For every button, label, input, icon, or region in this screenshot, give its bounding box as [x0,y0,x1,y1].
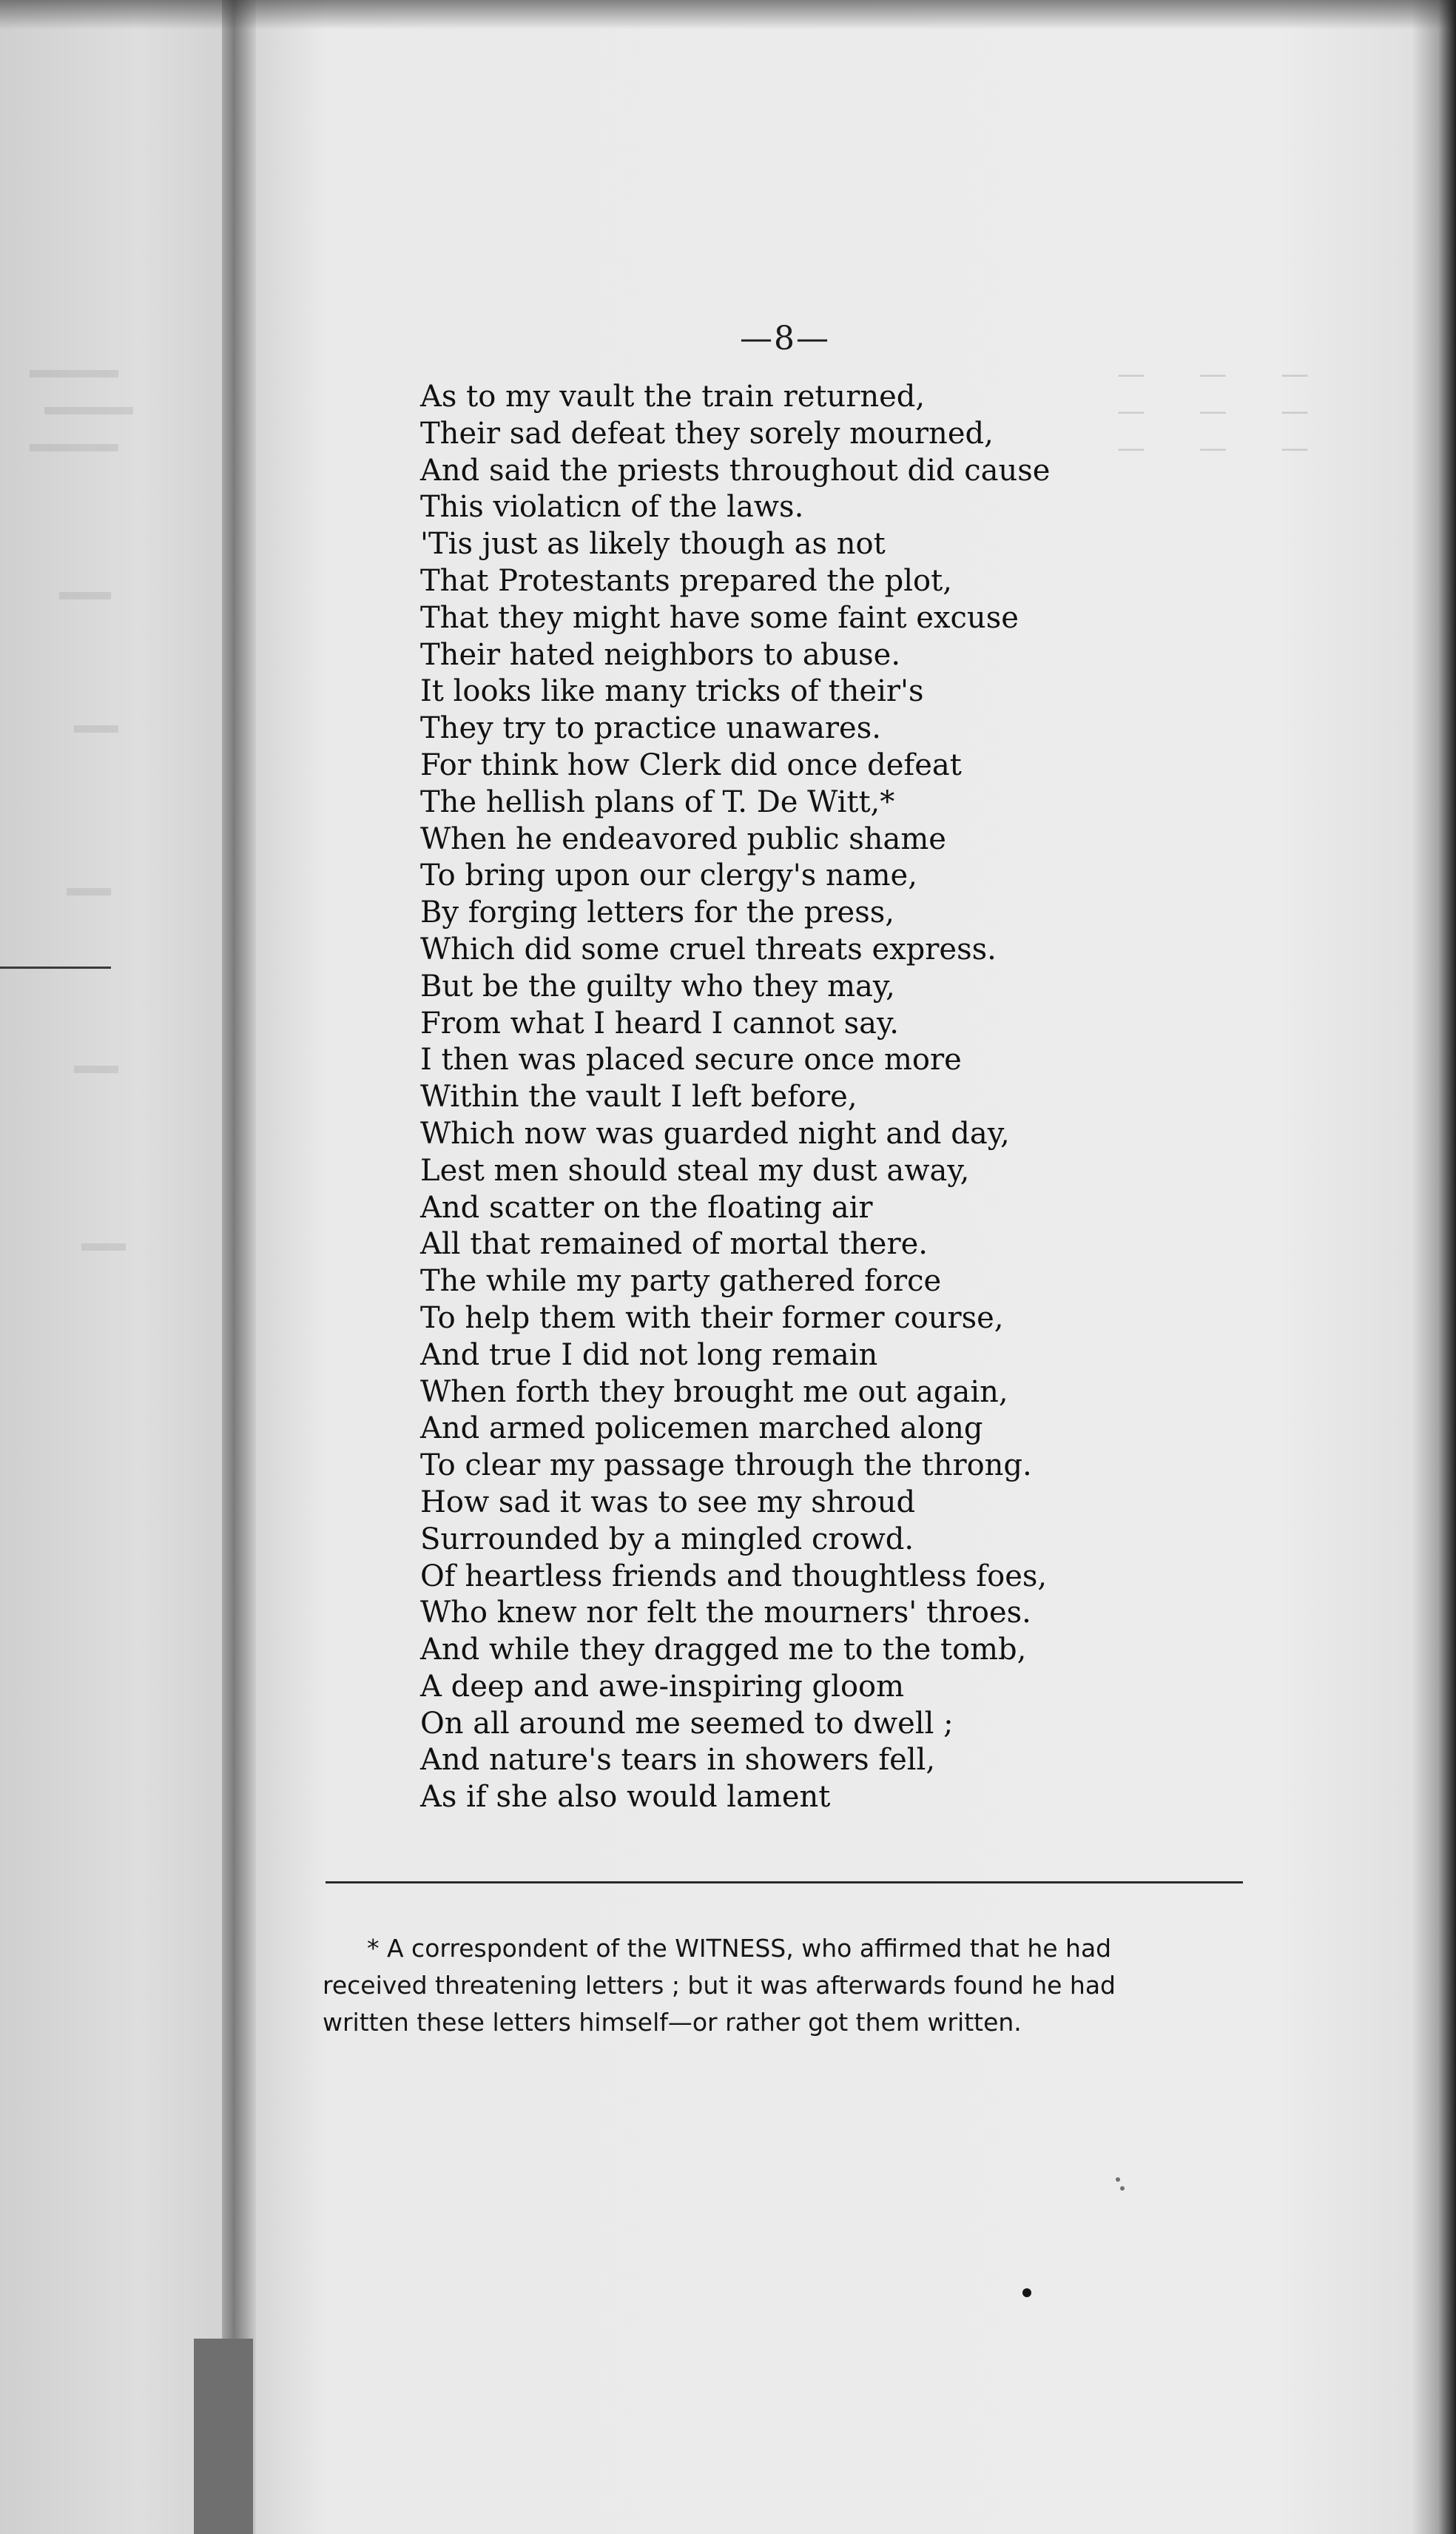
poem-line: As if she also would lament [420,1780,831,1815]
footnote-line: received threatening letters ; but it was afterwards found he had [323,1971,1116,2000]
poem-line: 'Tis just as likely though as not [420,527,886,562]
poem-line: When he endeavored public shame [420,821,946,856]
poem-line: Within the vault I left before, [420,1080,857,1115]
poem-line: Their hated neighbors to abuse. [420,637,901,672]
poem-line: And scatter on the floating air [420,1190,873,1225]
scan-top-shadow [0,0,1456,30]
poem-stanza [420,379,1234,1816]
poem-line: It looks like many tricks of their's [420,674,924,709]
poem-line: Lest men should steal my dust away, [420,1153,970,1188]
poem-line: I then was placed secure once more [420,1043,962,1078]
poem-line: That they might have some faint excuse [420,600,1019,635]
page-number: —8— [740,320,830,357]
bleed-through-text: — — — — — — — — — [1117,357,1309,464]
poem-line: A deep and awe-inspiring gloom [420,1669,905,1704]
poem-line: Of heartless friends and thoughtless foes, [420,1559,1048,1593]
poem-line: This violaticn of the laws. [420,490,804,525]
poem-line: Who knew nor felt the mourners' throes. [420,1596,1031,1630]
book-spine-gutter [222,0,256,2534]
left-page-edge [0,0,229,2534]
poem-line: They try to practice unawares. [420,711,881,746]
footnote-line: written these letters himself—or rather got them written. [323,2008,1022,2037]
ink-speck [1120,2186,1125,2191]
poem-line: That Protestants prepared the plot, [420,563,952,598]
poem-line: Which now was guarded night and day, [420,1116,1010,1151]
poem-line: How sad it was to see my shroud [420,1485,916,1519]
poem-line: Surrounded by a mingled crowd. [420,1522,914,1556]
poem-line: And armed policemen marched along [420,1411,983,1446]
ink-speck [1116,2177,1120,2182]
ink-dot [1022,2288,1031,2297]
poem-line: When forth they brought me out again, [420,1374,1008,1409]
footnote-line: * A correspondent of the WITNESS, who affirmed that he had [367,1934,1112,1963]
poem-line: All that remained of mortal there. [420,1227,928,1262]
poem-line: Which did some cruel threats express. [420,932,997,967]
poem-line: The while my party gathered force [420,1264,942,1299]
poem-line: And said the priests throughout did cause [420,453,1051,488]
poem-line: To help them with their former course, [420,1300,1004,1335]
footnote-divider [326,1881,1243,1883]
poem-line: On all around me seemed to dwell ; [420,1706,954,1741]
poem-line: And true I did not long remain [420,1337,878,1372]
poem-line: To clear my passage through the throng. [420,1448,1032,1483]
footnote [323,1930,1247,2041]
poem-line: For think how Clerk did once defeat [420,747,962,782]
poem-line: And while they dragged me to the tomb, [420,1633,1027,1667]
poem-line: But be the guilty who they may, [420,969,895,1004]
poem-line: As to my vault the train returned, [420,380,926,414]
poem-line: And nature's tears in showers fell, [420,1743,936,1778]
poem-line: Their sad defeat they sorely mourned, [420,416,994,451]
poem-line: From what I heard I cannot say. [420,1006,900,1041]
scan-right-edge [1412,0,1456,2534]
poem-line: By forging letters for the press, [420,895,894,930]
poem-line: The hellish plans of T. De Witt,* [420,784,895,819]
left-page-rule [0,967,111,969]
spine-dark-patch [194,2339,253,2534]
poem-line: To bring upon our clergy's name, [420,858,917,893]
